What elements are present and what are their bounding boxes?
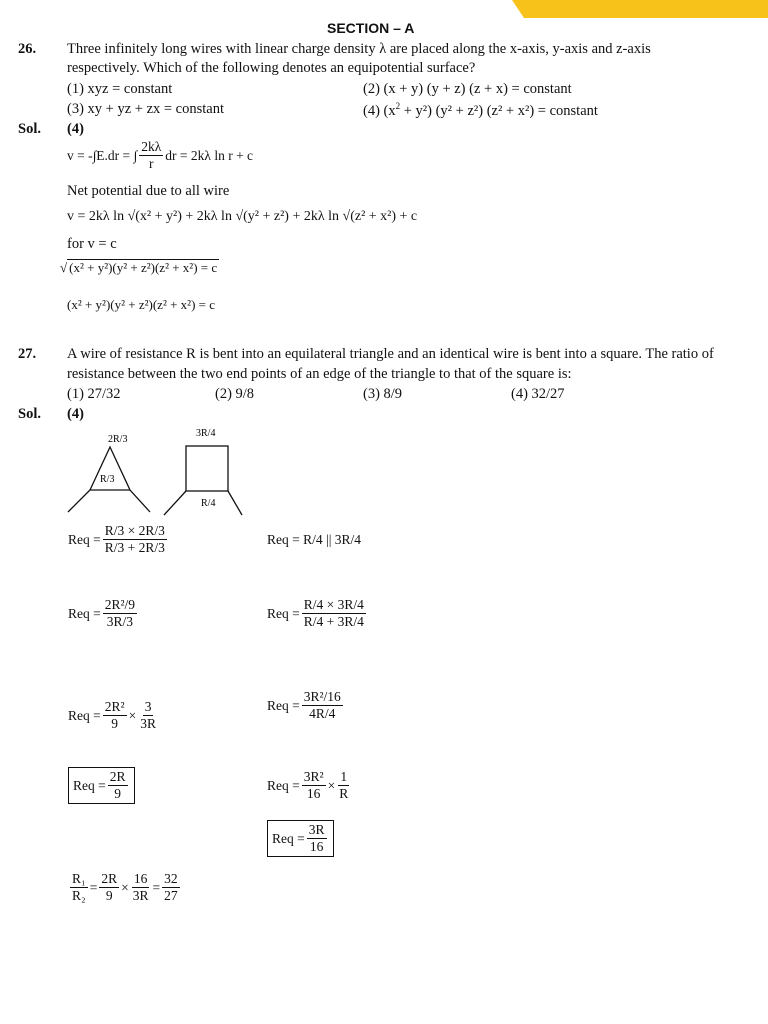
solution-26-label: Sol. [18, 121, 41, 137]
question-27-text-line2: resistance between the two end points of an edge of the triangle to that of the square is: [67, 366, 572, 382]
question-27-option-1: (1) 27/32 [67, 386, 121, 402]
question-27-option-4: (4) 32/27 [511, 386, 565, 402]
req-triangle-result: Req = $\frac{2R}{9}$ [68, 767, 135, 804]
question-26-option-3: (3) xy + yz + zx = constant [67, 101, 225, 117]
square-bottom-label: R/4 [201, 498, 216, 509]
circuit-diagrams [60, 422, 250, 522]
question-26-text-line1: Three infinitely long wires with linear charge density λ are placed along the x-axis, y-axis and z-axis [67, 41, 651, 57]
question-27-option-2: (2) 9/8 [215, 386, 255, 402]
req-square-step3: Req = $\frac{\text{3R²/16}}{4R/4}$ [267, 689, 341, 722]
question-26-option-4: (4) $(x^2 + y^2) (y^2 + z^2) (z^2 + x^2)$ = constant [363, 101, 598, 119]
triangle-side-label: R/3 [100, 474, 115, 485]
solution-26-line1: v = -∫E.dr = ∫ $\frac{2k\lambda}{r}$ dr = 2kλ ln r + c [67, 139, 254, 172]
header-ribbon [512, 0, 768, 18]
solution-26-net-potential: Net potential due to all wire [67, 183, 230, 199]
solution-26-final-line: (x² + y²)(y² + z²)(z² + x²) = c [67, 297, 215, 312]
req-square-step2: Req = $\frac{R/4 \times 3R/4}{R/4 + 3R/4}$ [267, 597, 364, 630]
solution-27-label: Sol. [18, 406, 41, 422]
solution-27-answer: (4) [67, 406, 84, 422]
triangle-diagram [68, 434, 150, 512]
req-triangle-step2: Req = $\frac{\text{2R²/9}}{3R/3}$ [68, 597, 136, 630]
triangle-top-label: 2R/3 [108, 434, 128, 445]
solution-26-for-v: for v = c [67, 236, 117, 252]
req-triangle-step3: Req = $\frac{\text{2R²}}{9}$ × $\frac{3}{3R}$ [68, 699, 156, 732]
question-27-number: 27. [18, 346, 37, 362]
req-triangle-step1: Req = $\frac{R/3 \times 2R/3}{R/3 + 2R/3}$ [68, 523, 165, 556]
question-26-number: 26. [18, 41, 37, 57]
square-diagram [164, 428, 242, 515]
question-26-text-line2: respectively. Which of the following denotes an equipotential surface? [67, 60, 476, 76]
req-square-step1: Req = R/4 || 3R/4 [267, 532, 362, 547]
question-26-option-1: (1) xyz = constant [67, 81, 173, 97]
section-title: SECTION – A [327, 20, 415, 36]
solution-26-sqrt-line: √ (x² + y²)(y² + z²)(z² + x²) = c [60, 260, 218, 275]
square-top-label: 3R/4 [196, 428, 216, 439]
resistance-ratio: $\frac{\text{R₁}}{\text{R₂}}$ = $\frac{2R}{9}$ × $\frac{16}{3R}$ = $\frac{32}{27}$ [72, 871, 178, 904]
req-square-result: Req = $\frac{3R}{16}$ [267, 820, 334, 857]
solution-26-v-line: v = 2kλ ln √(x² + y²) + 2kλ ln √(y² + z²) + 2kλ ln √(z² + x²) + c [67, 209, 418, 224]
question-27-text-line1: A wire of resistance R is bent into an equilateral triangle and an identical wire is bent into a square. The ratio of [67, 346, 714, 362]
question-27-option-3: (3) 8/9 [363, 386, 403, 402]
solution-26-answer: (4) [67, 121, 84, 137]
req-square-step4: Req = $\frac{\text{3R²}}{16}$ × $\frac{1}{R}$ [267, 769, 349, 802]
question-26-option-2: (2) (x + y) (y + z) (z + x) = constant [363, 81, 572, 97]
